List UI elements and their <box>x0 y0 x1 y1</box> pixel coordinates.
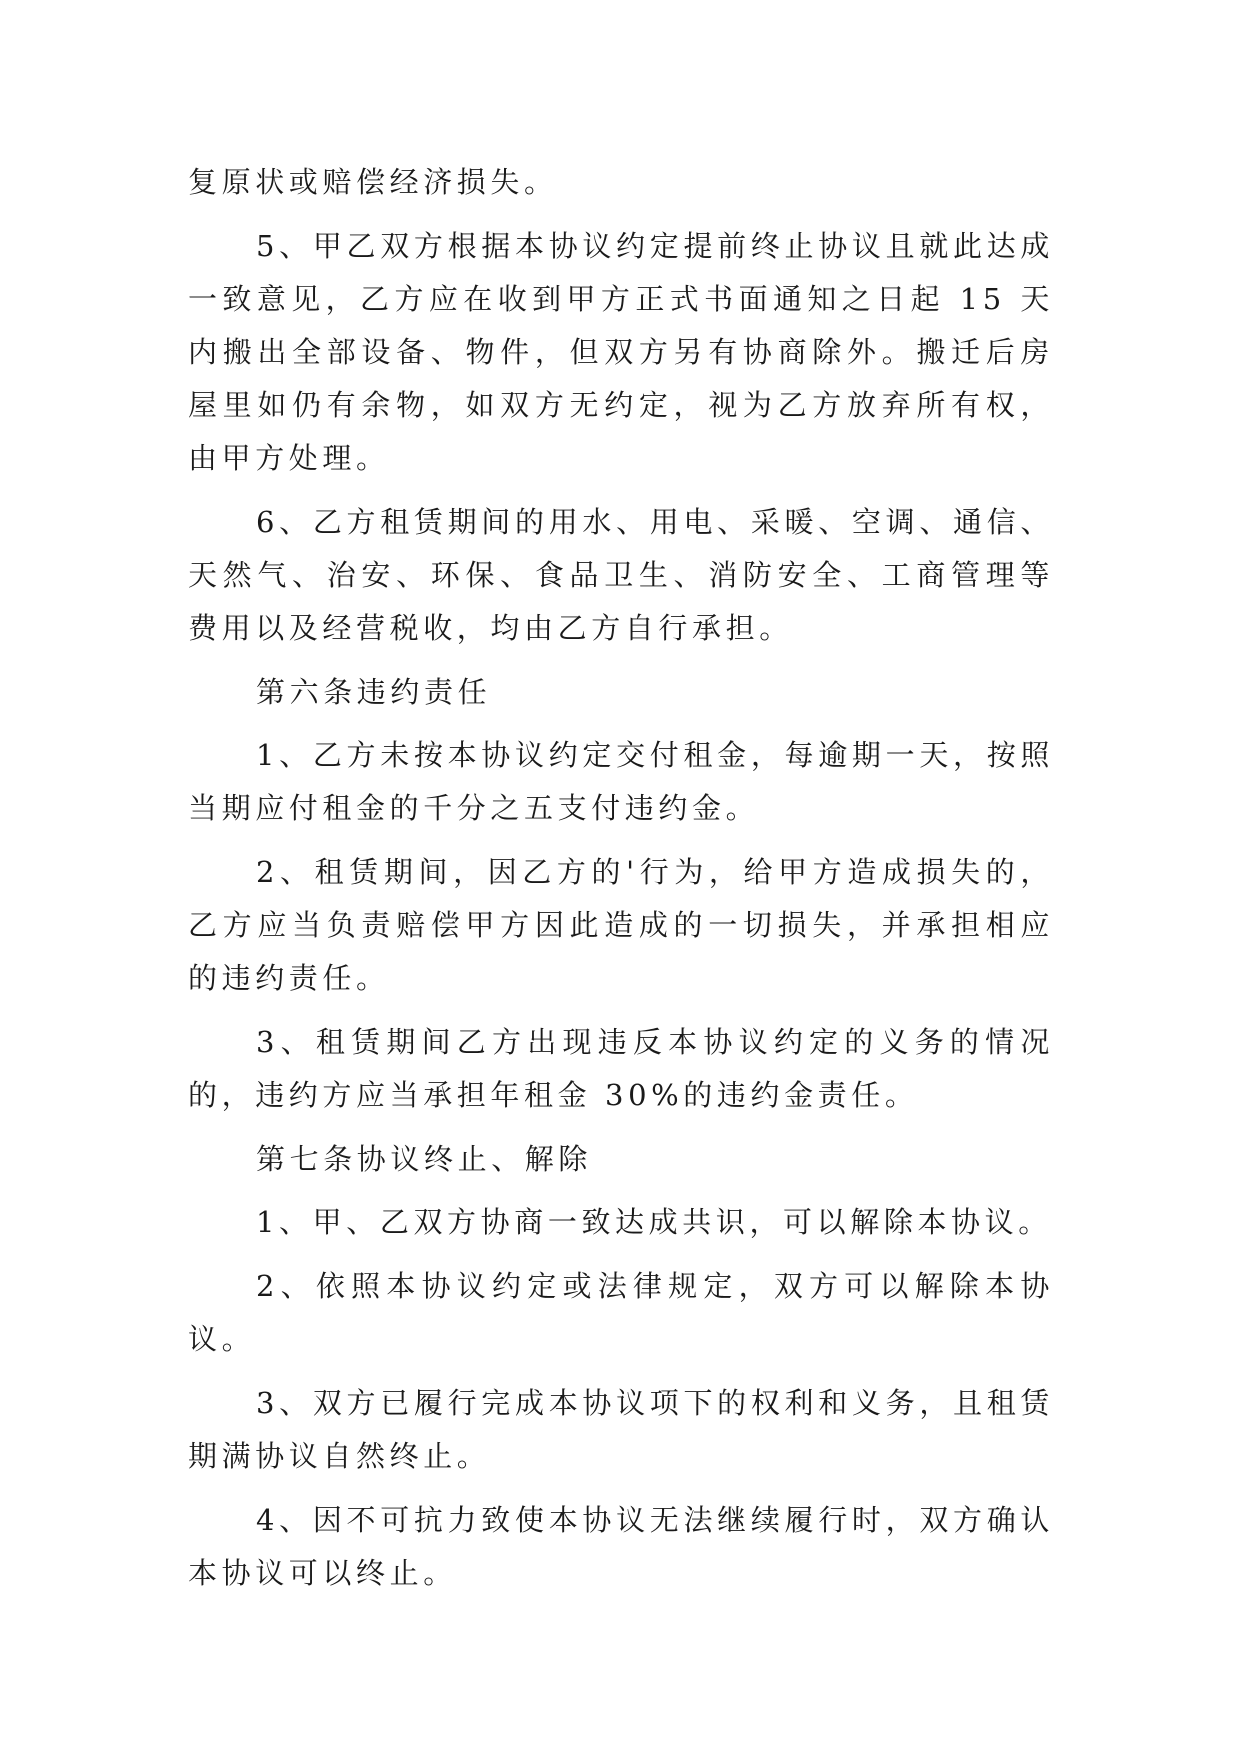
document-body <box>188 156 1054 1611</box>
article-7-clause-1: 1、甲、乙双方协商一致达成共识，可以解除本协议。 <box>256 1205 1052 1239</box>
article-7-heading: 第七条协议终止、解除 <box>256 1142 593 1176</box>
paragraph-continuation: 复原状或赔偿经济损失。 <box>188 165 558 199</box>
clause-6-paragraph: 6、乙方租赁期间的用水、用电、采暖、空调、通信、天然气、治安、环保、食品卫生、消防安全、工商管理等费用以及经营税收，均由乙方自行承担。 <box>188 505 1054 645</box>
article-6-clause-3: 3、租赁期间乙方出现违反本协议约定的义务的情况的，违约方应当承担年租金 30%的违约金责任。 <box>188 1025 1054 1112</box>
article-6-heading: 第六条违约责任 <box>256 675 492 709</box>
article-7-clause-2: 2、依照本协议约定或法律规定，双方可以解除本协议。 <box>188 1269 1054 1356</box>
article-6-clause-2: 2、租赁期间，因乙方的'行为，给甲方造成损失的，乙方应当负责赔偿甲方因此造成的一切损失，并承担相应的违约责任。 <box>188 855 1054 995</box>
clause-5-paragraph: 5、甲乙双方根据本协议约定提前终止协议且就此达成一致意见，乙方应在收到甲方正式书面通知之日起 15 天内搬出全部设备、物件，但双方另有协商除外。搬迁后房屋里如仍有余物，如双方无约定，视为乙方放弃所有权，由甲方处理。 <box>188 229 1054 475</box>
article-6-clause-1: 1、乙方未按本协议约定交付租金，每逾期一天，按照当期应付租金的千分之五支付违约金。 <box>188 738 1054 825</box>
article-7-clause-3: 3、双方已履行完成本协议项下的权利和义务，且租赁期满协议自然终止。 <box>188 1386 1054 1473</box>
article-7-clause-4: 4、因不可抗力致使本协议无法继续履行时，双方确认本协议可以终止。 <box>188 1503 1054 1590</box>
